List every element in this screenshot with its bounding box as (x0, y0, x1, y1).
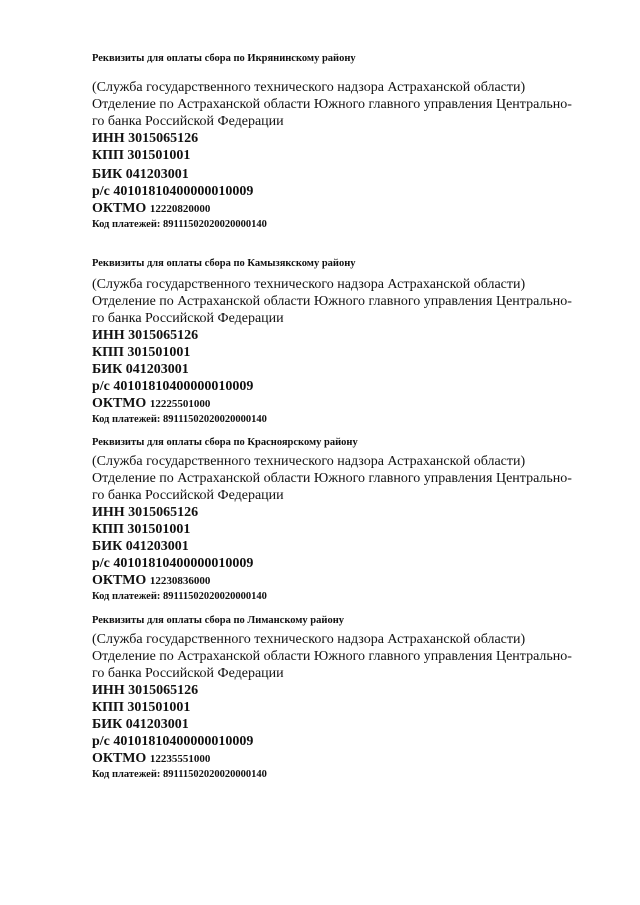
service-name: (Служба государственного технического надзора Астраханской области) (92, 80, 526, 95)
inn: ИНН 3015065126 (92, 131, 199, 146)
section-heading: Реквизиты для оплаты сбора по Лиманскому району (92, 615, 344, 626)
bank-name-line-2: го банка Российской Федерации (92, 488, 284, 503)
oktmo-label: ОКТМО (92, 396, 147, 411)
oktmo-value: 12230836000 (149, 575, 211, 587)
account: р/с 40101810400000010009 (92, 734, 254, 749)
oktmo (92, 200, 612, 218)
bank-name-line-1: Отделение по Астраханской области Южного главного управления Центрально- (92, 97, 572, 112)
kpp: КПП 301501001 (92, 148, 191, 163)
kpp: КПП 301501001 (92, 522, 191, 537)
bank-name-line-1: Отделение по Астраханской области Южного главного управления Центрально- (92, 294, 572, 309)
payment-code: Код платежей: 89111502020020000140 (92, 414, 267, 425)
bank-name-line-1: Отделение по Астраханской области Южного главного управления Центрально- (92, 649, 572, 664)
payment-code: Код платежей: 89111502020020000140 (92, 219, 267, 230)
requisites-section-krasnoyarsky (92, 436, 612, 604)
oktmo (92, 750, 612, 768)
requisites-section-limansky (92, 614, 612, 782)
section-heading: Реквизиты для оплаты сбора по Красноярскому району (92, 437, 358, 448)
inn: ИНН 3015065126 (92, 683, 199, 698)
bik: БИК 041203001 (92, 717, 189, 732)
oktmo-label: ОКТМО (92, 573, 147, 588)
payment-code: Код платежей: 89111502020020000140 (92, 591, 267, 602)
requisites-section-kamyzyaksky (92, 257, 612, 427)
kpp: КПП 301501001 (92, 700, 191, 715)
account: р/с 40101810400000010009 (92, 184, 254, 199)
section-heading: Реквизиты для оплаты сбора по Камызякскому району (92, 258, 356, 269)
section-heading: Реквизиты для оплаты сбора по Икрянинскому району (92, 53, 356, 64)
oktmo-value: 12225501000 (149, 398, 211, 410)
oktmo-value: 12220820000 (149, 203, 211, 215)
requisites-section-ikryaninsky (92, 52, 612, 232)
bik: БИК 041203001 (92, 167, 189, 182)
oktmo-label: ОКТМО (92, 201, 147, 216)
oktmo (92, 572, 612, 590)
bank-name-line-2: го банка Российской Федерации (92, 666, 284, 681)
inn: ИНН 3015065126 (92, 505, 199, 520)
bank-name-line-2: го банка Российской Федерации (92, 311, 284, 326)
service-name: (Служба государственного технического надзора Астраханской области) (92, 277, 526, 292)
payment-code: Код платежей: 89111502020020000140 (92, 769, 267, 780)
oktmo (92, 395, 612, 413)
service-name: (Служба государственного технического надзора Астраханской области) (92, 454, 526, 469)
oktmo-value: 12235551000 (149, 753, 211, 765)
bik: БИК 041203001 (92, 539, 189, 554)
account: р/с 40101810400000010009 (92, 556, 254, 571)
inn: ИНН 3015065126 (92, 328, 199, 343)
account: р/с 40101810400000010009 (92, 379, 254, 394)
bank-name-line-1: Отделение по Астраханской области Южного главного управления Центрально- (92, 471, 572, 486)
service-name: (Служба государственного технического надзора Астраханской области) (92, 632, 526, 647)
oktmo-label: ОКТМО (92, 751, 147, 766)
bik: БИК 041203001 (92, 362, 189, 377)
kpp: КПП 301501001 (92, 345, 191, 360)
bank-name-line-2: го банка Российской Федерации (92, 114, 284, 129)
